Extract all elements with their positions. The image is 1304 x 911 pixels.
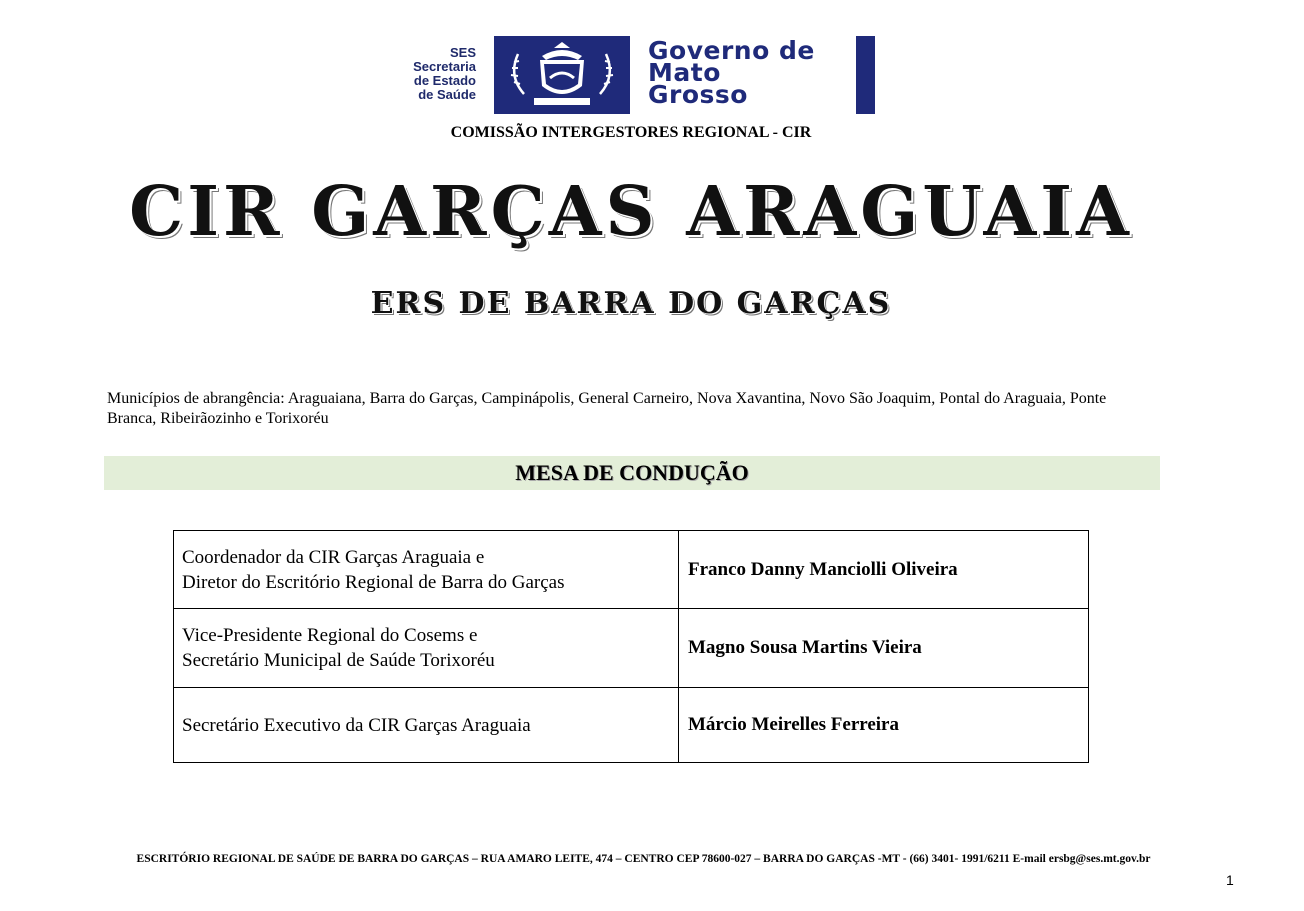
name-cell: Márcio Meirelles Ferreira	[679, 688, 1089, 763]
page-number: 1	[1226, 872, 1234, 888]
role-cell: Secretário Executivo da CIR Garças Araguaia	[174, 688, 679, 763]
mesa-table	[173, 530, 1089, 763]
role-cell: Vice-Presidente Regional do Cosems e Secretário Municipal de Saúde Torixoréu	[174, 609, 679, 688]
page-title: CIR GARÇAS ARAGUAIA	[129, 172, 1133, 252]
table-row	[174, 688, 1089, 763]
commission-heading: COMISSÃO INTERGESTORES REGIONAL - CIR	[450, 124, 812, 141]
municipios-paragraph	[107, 389, 1117, 429]
state-crest-icon	[494, 36, 630, 114]
name-cell: Magno Sousa Martins Vieira	[679, 609, 1089, 688]
page-footer: ESCRITÓRIO REGIONAL DE SAÚDE DE BARRA DO GARÇAS – RUA AMARO LEITE, 474 – CENTRO CEP 78600-027 – BARRA DO GARÇAS -MT - (66) 3401- 1991/6211 E-mail ersbg@ses.mt.gov.br	[136, 853, 1151, 865]
logo-divider-bar	[856, 36, 875, 114]
municipios-list: Araguaiana, Barra do Garças, Campinápolis, General Carneiro, Nova Xavantina, Novo São Joaquim, Pontal do Araguaia, Ponte Branca, Ribeirãozinho e Torixoréu	[107, 390, 1107, 427]
municipios-label: Municípios de abrangência:	[107, 390, 285, 407]
ses-wordmark: SES Secretaria de Estado de Saúde	[413, 45, 476, 102]
name-cell: Franco Danny Manciolli Oliveira	[679, 531, 1089, 609]
mesa-heading-band	[104, 456, 1160, 490]
mesa-heading: MESA DE CONDUÇÃO	[515, 460, 749, 485]
government-logo	[380, 34, 880, 116]
governo-mato-grosso-wordmark: Governo de Mato Grosso	[648, 36, 815, 109]
role-cell: Coordenador da CIR Garças Araguaia e Diretor do Escritório Regional de Barra do Garças	[174, 531, 679, 609]
table-row	[174, 609, 1089, 688]
page-subtitle: ERS DE BARRA DO GARÇAS	[370, 286, 892, 321]
table-row	[174, 531, 1089, 609]
